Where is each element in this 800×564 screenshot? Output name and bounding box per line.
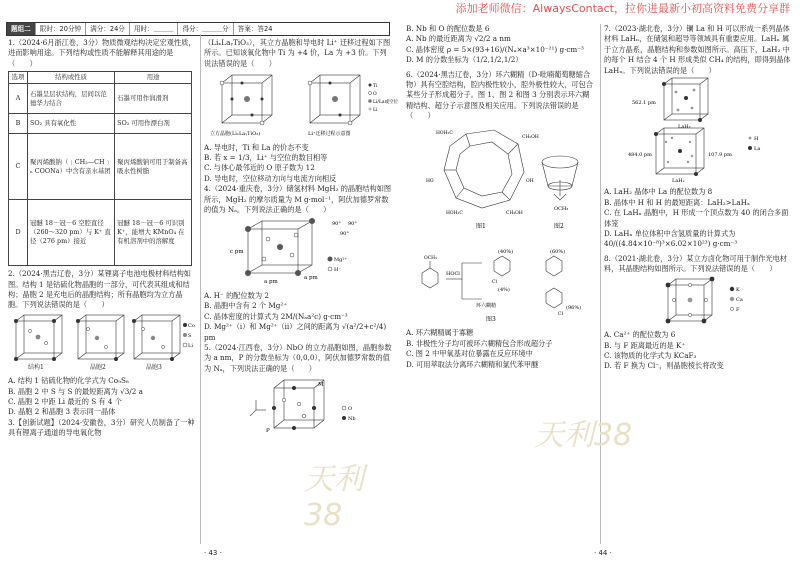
legend-label: Mg²⁺: [334, 257, 347, 264]
q7-option-d: D. LaHₓ 单位体积中含氢质量的计算式为 40/((4.84×10⁻⁸)³×6.02×10²³) g·cm⁻³: [604, 229, 738, 249]
q6-option-c: C. 图 2 中甲氧基对位暴露在反应环境中: [406, 349, 533, 359]
legend-label: H: [754, 136, 759, 143]
angle-label: 90°: [332, 221, 341, 228]
right-col-1: [406, 24, 594, 549]
q6-figure-3: [406, 243, 594, 325]
legend-label: La: [754, 146, 761, 153]
q2-figure: [8, 311, 196, 373]
q2-option-d: D. 晶胞 2 和晶胞 3 表示同一晶体: [8, 407, 116, 417]
dim-label: a pm: [264, 279, 278, 286]
q5-stem: 5.（2024·江西卷，3分）NbO 的立方晶胞如图，晶胞参数为 a nm，P 的分数坐标为（0,0,0），阿伏加德罗常数的值为 Nₐ，下列说法正确的是（ ）: [204, 342, 392, 373]
table-header: 选项: [9, 72, 28, 84]
logo-watermark: 天利38: [304, 462, 364, 533]
yield-label: (60%): [550, 249, 566, 256]
angle-label: 90°: [340, 231, 349, 238]
column-divider: [600, 24, 601, 544]
fig-label: LaH₂: [678, 124, 691, 131]
table-cell: 石墨呈层状结构，层间以范德华力结合: [28, 84, 115, 114]
table-cell: 聚丙烯酸钠可用于制备高吸水性树脂: [115, 134, 192, 200]
q2-option-b: B. 晶胞 2 中 S 与 S 的最短距离为 √3/2 a: [8, 386, 143, 396]
q7-option-b: B. 晶体中 H 和 H 的最短距离：LaH₂>LaHₓ: [604, 197, 751, 207]
right-col-2: [604, 24, 792, 549]
fig-caption: Li⁺迁移过程示意图: [308, 131, 351, 138]
point-label: M: [318, 382, 324, 389]
dim-label: 484.0 pm: [628, 152, 652, 159]
q8-option-a: A. Ca²⁺ 的配位数为 6: [604, 330, 676, 340]
q3-option-a: A. 导电时，Ti 和 La 的价态不变: [204, 142, 309, 152]
header-time: 限时：20分钟: [36, 23, 86, 35]
legend-label: Li/La或空位: [373, 100, 399, 106]
left-col-1: [8, 38, 196, 553]
legend-label: O: [373, 92, 377, 98]
q7-option-c: C. 在 LaHₓ 晶胞中，H 形成一个顶点数为 40 的闭合多面体笼: [604, 208, 789, 228]
q3-stem-cont: （LiₓLaᵧTiO₃），其立方晶胞和导电时 Li⁺ 迁移过程如下图所示。已知该氧化物中 Ti 为 +4 价，La 为 +3 价。下列说法错误的是（ ）: [204, 38, 391, 68]
legend-label: Co: [188, 322, 195, 329]
q1-stem: 1.（2024·6月浙江卷，3分）物质微观结构决定宏观性质，进而影响用途。下列结构或性质不能解释其用途的是（ ）: [8, 38, 196, 68]
q6-option-a: A. 环六糊精属于寡糖: [406, 328, 474, 338]
svg-text:HOH₂C: HOH₂C: [436, 130, 453, 136]
svg-text:HO: HO: [426, 178, 434, 184]
legend-label: Li: [373, 108, 378, 114]
svg-text:Cl: Cl: [492, 280, 497, 286]
legend-label: K: [736, 286, 740, 293]
table-cell: 冠醚 18－冠－6 可识别 K⁺，能增大 KMnO₄ 在有机溶剂中的溶解度: [115, 200, 192, 266]
q2-option-c: C. 晶胞 2 中距 Li 最近的 S 有 4 个: [8, 397, 122, 407]
q4-figure: [204, 215, 392, 287]
legend-label: Ti: [373, 84, 378, 90]
page-number-left: · 43 ·: [204, 549, 222, 557]
q2-option-a: A. 结构 1 钴硫化物的化学式为 Co₉S₈: [8, 376, 129, 386]
header-answer: 答案：答24: [237, 25, 273, 33]
reagent-label: HOCl: [446, 271, 460, 278]
svg-text:Cl: Cl: [558, 312, 563, 318]
logo-watermark: 天利38: [534, 418, 633, 453]
dim-label: 562.1 pm: [632, 100, 656, 107]
reagent-label: 环六糊精: [476, 303, 497, 310]
watermark-text: 添加老师微信：AlwaysContact，拉你进最新小初高资料免费分享群: [455, 2, 790, 15]
svg-text:HOH₂C: HOH₂C: [446, 210, 463, 216]
svg-text:CH₂OH: CH₂OH: [522, 134, 539, 140]
quiz-header: [6, 22, 390, 36]
q3-figure: [204, 69, 399, 139]
q4-option-a: A. H⁻ 的配位数为 2: [204, 290, 269, 300]
dim-label: 107.9 pm: [708, 152, 732, 159]
table-cell: SO₂ 可用作漂白剂: [115, 114, 192, 134]
legend-label: Li: [188, 342, 193, 349]
q6-option-b: B. 非极性分子均可被环六糊精包合形成超分子: [406, 338, 553, 348]
fig-label: 结构1: [28, 363, 44, 371]
q4-option-c: C. 晶体密度的计算式为 2M/(Nₐa²c) g·cm⁻³: [204, 311, 348, 321]
header-score: 满分：24分: [86, 23, 130, 35]
q6-stem: 6.（2024·黑吉辽卷，3分）环六糊精（D-吡喃葡萄糖缩合物）具有空腔结构，腔内极性较小，腔外极性较大，可包合某些分子形成超分子。图 1、图 2 和图 3 分别表示环六糊精结构、超分子示意图及相关应用。下列说法错误的是（ ）: [406, 69, 593, 121]
legend-label: S: [188, 332, 192, 339]
q5-option-b: B. Nb 和 O 的配位数是 6: [406, 24, 490, 33]
fig-caption: 立方晶胞(LiₓLaᵧTiO₃): [210, 131, 261, 138]
fig-label: 图2: [554, 222, 564, 230]
table-cell: D: [9, 200, 28, 266]
yield-label: (96%): [566, 305, 582, 312]
legend-label: O: [348, 406, 353, 413]
q3-stem: 3.【创新试题】（2024·安徽卷，3分）研究人员制备了一种具有锂离子通道的导电氧化物: [8, 417, 195, 438]
header-used: 用时：＿＿＿: [130, 23, 179, 35]
angle-label: 90°: [348, 221, 357, 228]
fig-label: 晶胞3: [146, 363, 162, 371]
page-number-right: · 44 ·: [594, 549, 612, 557]
legend-label: H⁻: [334, 267, 341, 274]
point-label: P: [266, 428, 270, 435]
left-page: [4, 14, 399, 559]
q3-option-b: B. 若 x = 1/3，Li⁺ 与空位的数目相等: [204, 153, 328, 163]
table-header: 用途: [115, 72, 192, 84]
q4-stem: 4.（2024·重庆卷，3分）储氢材料 MgH₂ 的晶胞结构如图所示，MgH₂ 的摩尔质量为 M g·mol⁻¹，阿伏加德罗常数的值为 Nₐ。下列说法正确的是（ ）: [204, 184, 392, 215]
table-cell: 聚丙烯酸钠（﹝CH₂—CH﹞ₙ COONa）中含有亲水基团: [28, 134, 115, 200]
legend-label: Ca: [736, 296, 743, 303]
q6-option-d: D. 可用萃取法分离环六糊精和氯代苯甲醚: [406, 359, 539, 369]
q4-option-b: B. 晶胞中含有 2 个 Mg²⁺: [204, 301, 288, 311]
dim-label: c pm: [230, 249, 244, 256]
q7-figure: [604, 76, 792, 184]
table-cell: A: [9, 84, 28, 114]
fig-label: LaHₓ: [672, 178, 685, 185]
q5-option-a: A. Nb 的最近距离为 √2/2 a nm: [406, 34, 511, 44]
table-header: 结构或性质: [28, 72, 115, 84]
q8-option-c: C. 该物质的化学式为 KCaF₃: [604, 350, 697, 360]
q5-option-d: D. M 的分数坐标为（1/2,1/2,1/2）: [406, 55, 523, 65]
legend-label: F: [736, 306, 740, 313]
header-got: 得分：＿＿＿分: [178, 23, 233, 35]
header-tag: 题组二: [7, 23, 36, 35]
svg-text:OCH₃: OCH₃: [424, 256, 437, 262]
q4-option-d: D. Mg²⁺（ⅰ）和 Mg²⁺（ⅱ）之间的距离为 √(a²/2+c²/4) pm: [204, 322, 389, 342]
right-page: [404, 14, 796, 559]
yield-label: (4%): [498, 287, 510, 294]
yield-label: (40%): [498, 249, 514, 256]
svg-text:OH: OH: [526, 178, 534, 184]
q8-stem: 8.（2021·湖北卷，3分）某立方卤化物可用于制作光电材料，其晶胞结构如图所示。下列说法错误的是（ ）: [604, 253, 787, 274]
svg-text:OCH₃: OCH₃: [554, 205, 569, 212]
fig-label: 图1: [476, 222, 486, 230]
table-cell: 石墨可用作润滑剂: [115, 84, 192, 114]
table-cell: B: [9, 114, 28, 134]
svg-text:CH₂OH: CH₂OH: [506, 210, 523, 216]
q3-option-d: D. 导电时，空位移动方向与电流方向相反: [204, 173, 337, 183]
q2-stem: 2.（2024·黑吉辽卷，3分）某锂离子电池电极材料结构如图。结构 1 是钴硫化物晶胞的一部分，可代表其组成和结构；晶胞 2 是充电后的晶胞结构；所有晶胞均为立方晶胞。下列说法错误的是（ ）: [8, 269, 191, 310]
q7-stem: 7.（2023·湖北卷，3分）镧 La 和 H 可以形成一系列晶体材料 LaHₙ，在储氢和超导等领域具有重要应用。LaHₙ 属于立方晶系，晶胞结构和参数如图所示。高压下，LaH₂ 中的每个 H 结合 4 个 H 形成类似 CH₄ 的结构，即得到晶体 LaHₓ。下列说法错误的是（ ）: [604, 24, 793, 75]
q5-figure: [204, 374, 392, 434]
column-divider: [200, 34, 201, 544]
q7-option-a: A. LaH₂ 晶体中 La 的配位数为 8: [604, 187, 713, 197]
table-cell: C: [9, 134, 28, 200]
q1-table: [8, 71, 192, 266]
q8-figure: [604, 275, 792, 327]
dim-label: a pm: [304, 275, 318, 282]
fig-label: 晶胞2: [90, 363, 106, 371]
q6-figure-1-2: [406, 122, 594, 240]
table-cell: 冠醚 18－冠－6 空腔直径（260～320 pm）与 K⁺ 直径（276 pm）接近: [28, 200, 115, 266]
q8-option-b: B. 与 F 距离最近的是 K⁺: [604, 340, 686, 350]
q3-option-c: C. 与体心最邻近的 O 原子数为 12: [204, 163, 315, 173]
legend-label: Nb: [348, 416, 356, 423]
q8-option-d: D. 若 F 换为 Cl⁻，则晶胞棱长将改变: [604, 361, 724, 371]
fig-label: 图3: [486, 316, 496, 324]
table-cell: SO₂ 具有氧化性: [28, 114, 115, 134]
q5-option-c: C. 晶体密度 ρ = 5×(93+16)/(Nₐ×a³×10⁻²¹) g·cm⁻³: [406, 44, 584, 54]
